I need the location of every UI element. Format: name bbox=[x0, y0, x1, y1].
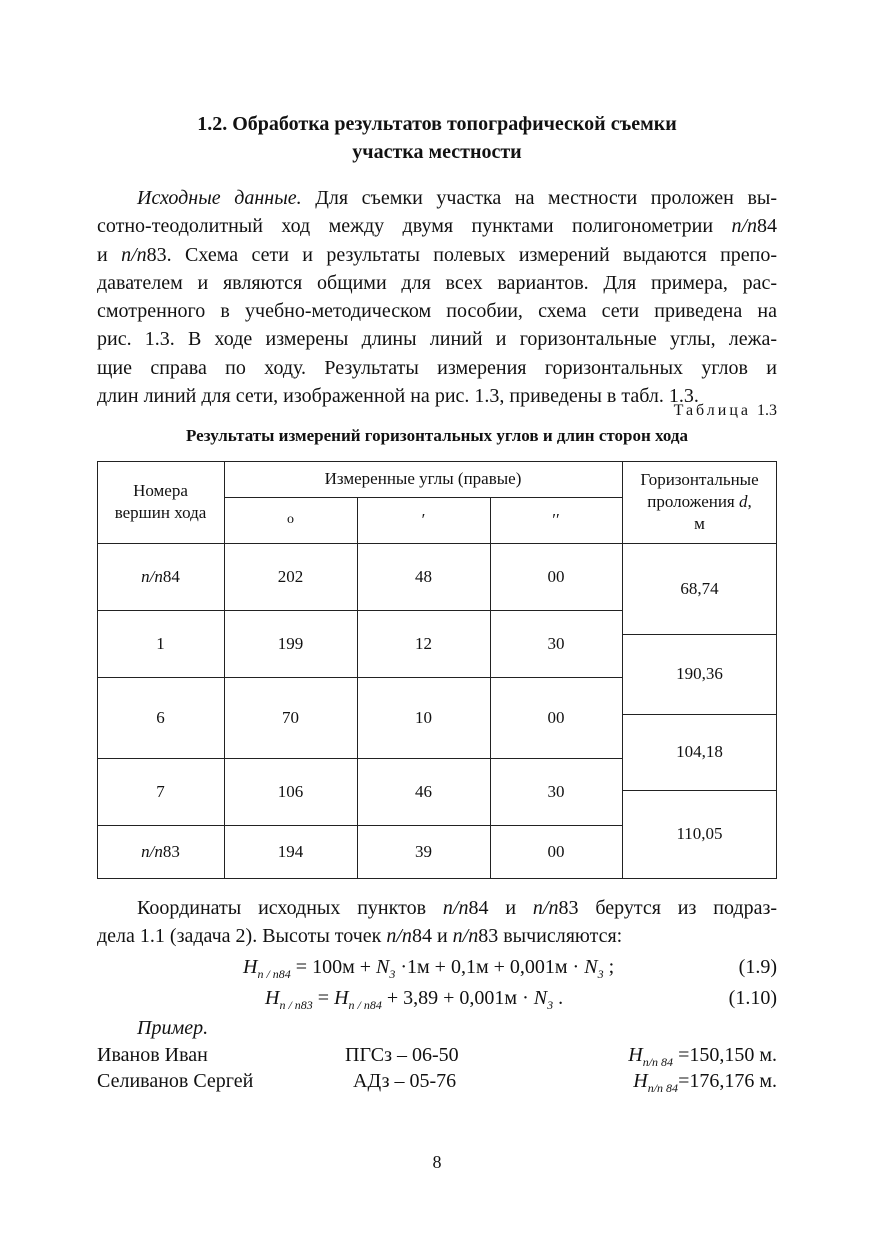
formula-1-9: $H_{n / n84} = 100м + N_3 \cdot 1м + 0,1м + 0,001м \cdot N_3$ ; bbox=[243, 956, 615, 981]
coords-line-1: Координаты исходных пунктов п/п84 и п/п83 берутся из подраз- bbox=[137, 897, 778, 919]
example-height: $H_{п/п 84} =150,150$ м. bbox=[628, 1044, 777, 1069]
header-seconds: ′′ bbox=[552, 510, 560, 529]
table-row-deg: 202 bbox=[277, 566, 304, 586]
header-minutes: ′ bbox=[421, 510, 426, 529]
example-name: Иванов Иван bbox=[97, 1044, 208, 1066]
intro-line-6: рис. 1.3. В ходе измерены длины линий и горизонтальные углы, лежа- bbox=[97, 328, 777, 351]
table-row-vertex: 1 bbox=[156, 633, 165, 653]
formula-1-10: $H_{n / n83} = H_{n / n84} + 3,89 + 0,001м \cdot N_3$ . bbox=[265, 987, 564, 1012]
section-title-line1: 1.2. Обработка результатов топографической съемки bbox=[197, 113, 677, 135]
section-title bbox=[97, 110, 777, 166]
example-height: $H_{п/п 84}=176,176$ м. bbox=[633, 1070, 777, 1095]
table-label: Таблица 1.3 bbox=[673, 402, 777, 419]
table-row-deg: 106 bbox=[277, 781, 304, 801]
distance-cell: 68,74 bbox=[680, 578, 719, 598]
table-row-min: 46 bbox=[415, 781, 432, 801]
example-code: ПГСз – 06-50 bbox=[345, 1044, 459, 1066]
example-name: Селиванов Сергей bbox=[97, 1070, 254, 1092]
table-row-deg: 70 bbox=[282, 707, 299, 727]
header-distance: Горизонтальные проложения d, м bbox=[640, 470, 759, 533]
intro-line-1: Исходные данные. Для съемки участка на местности проложен вы- bbox=[137, 187, 778, 209]
example-code: АДз – 05-76 bbox=[353, 1070, 457, 1092]
header-angles-group: Измеренные углы (правые) bbox=[324, 469, 522, 488]
distance-cell: 104,18 bbox=[676, 742, 723, 761]
coords-paragraph bbox=[97, 894, 777, 951]
intro-line-7: щие справа по ходу. Результаты измерения горизонтальных углов и bbox=[97, 356, 777, 379]
table-row-deg: 194 bbox=[277, 841, 304, 861]
table-row-sec: 00 bbox=[547, 707, 565, 727]
coords-line-2: дела 1.1 (задача 2). Высоты точек п/п84 и п/п83 вычисляются: bbox=[97, 925, 623, 948]
table-row-vertex: 7 bbox=[156, 781, 165, 801]
formula-number-1-10: (1.10) bbox=[728, 987, 777, 1009]
table-row-vertex: 6 bbox=[156, 707, 165, 727]
table-row-sec: 00 bbox=[547, 566, 565, 586]
table-row-vertex: п/п 84 bbox=[141, 566, 180, 586]
intro-line-2: сотно-теодолитный ход между двумя пунктами полигонометрии п/п84 bbox=[97, 215, 777, 238]
table-row-sec: 30 bbox=[547, 633, 565, 653]
table-row-min: 39 bbox=[415, 841, 432, 861]
table-row-vertex: п/п 83 bbox=[141, 841, 180, 861]
formula-number-1-9: (1.9) bbox=[738, 956, 777, 978]
example-heading: Пример. bbox=[137, 1017, 209, 1039]
intro-line-3: и п/п83. Схема сети и результаты полевых измерений выдаются препо- bbox=[97, 243, 778, 266]
table-row-sec: 30 bbox=[547, 781, 565, 801]
table-row-min: 10 bbox=[415, 707, 432, 727]
page-number: 8 bbox=[432, 1152, 442, 1172]
distance-cell: 110,05 bbox=[676, 824, 723, 843]
intro-line-4: давателем и являются общими для всех вариантов. Для примера, рас- bbox=[97, 271, 777, 294]
section-title-line2: участка местности bbox=[352, 141, 522, 163]
table-row-sec: 00 bbox=[547, 841, 565, 861]
intro-paragraph bbox=[97, 184, 777, 410]
intro-lead: Исходные данные. bbox=[137, 187, 302, 209]
header-degrees: о bbox=[287, 512, 294, 527]
intro-line-8: длин линий для сети, изображенной на рис. 1.3, приведены в табл. 1.3. bbox=[97, 385, 699, 408]
measurements-table bbox=[97, 461, 777, 879]
distance-cell: 190,36 bbox=[676, 664, 723, 683]
table-caption: Результаты измерений горизонтальных углов и длин сторон хода bbox=[186, 426, 688, 445]
header-vertex: Номера вершин хода bbox=[114, 481, 207, 522]
intro-line-5: смотренного в учебно-методическом пособии, схема сети приведена на bbox=[97, 300, 777, 323]
table-row-min: 48 bbox=[415, 566, 432, 586]
table-row-deg: 199 bbox=[277, 633, 304, 653]
table-row-min: 12 bbox=[415, 633, 432, 653]
